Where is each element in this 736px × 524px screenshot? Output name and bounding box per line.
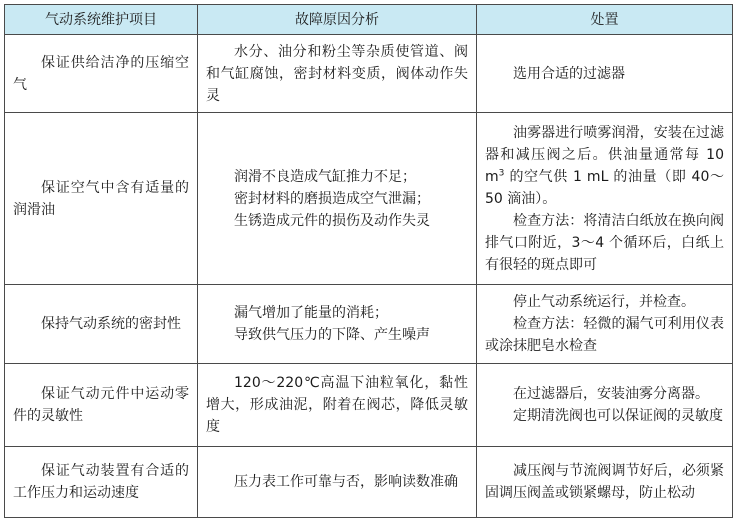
cause-text: 润滑不良造成气缸推力不足； — [234, 168, 416, 185]
header-action: 处置 — [477, 5, 733, 35]
action-cell — [477, 285, 733, 364]
action-cell — [477, 364, 733, 447]
cause-text: 压力表工作可靠与否，影响读数准确 — [234, 474, 458, 490]
action-text: 检查方法：将清洁白纸放在换向阀排气口附近，3～4 个循环后，白纸上有很轻的斑点即可 — [485, 212, 724, 273]
cause-text: 漏气增加了能量的消耗； — [234, 305, 388, 321]
item-cell — [5, 285, 198, 364]
table-row — [5, 113, 733, 285]
action-text: 定期清洗阀也可以保证阀的灵敏度 — [513, 408, 723, 424]
cause-text: 120～220℃高温下油粒氧化，黏性增大，形成油泥，附着在阀芯，降低灵敏度 — [206, 375, 468, 435]
table-row — [5, 447, 733, 518]
action-text: 停止气动系统运行，并检查。 — [513, 294, 695, 310]
item-text: 保持气动系统的密封性 — [41, 316, 181, 332]
maintenance-table — [4, 4, 733, 518]
item-cell — [5, 364, 198, 447]
table-row — [5, 364, 733, 447]
cause-text: 导致供气压力的下降、产生噪声 — [234, 327, 430, 343]
item-cell — [5, 35, 198, 113]
header-cause-analysis: 故障原因分析 — [198, 5, 477, 35]
action-cell — [477, 113, 733, 285]
cause-cell — [198, 285, 477, 364]
item-text: 保证空气中含有适量的润滑油 — [13, 179, 189, 218]
table-row — [5, 35, 733, 113]
item-text: 保证气动装置有合适的工作压力和运动速度 — [13, 463, 189, 501]
item-text: 保证气动元件中运动零件的灵敏性 — [13, 386, 189, 424]
table-header-row — [5, 5, 733, 35]
action-text: 在过滤器后，安装油雾分离器。 — [513, 386, 709, 402]
item-cell — [5, 113, 198, 285]
action-cell — [477, 447, 733, 518]
header-maintenance-item: 气动系统维护项目 — [5, 5, 198, 35]
action-text: 选用合适的过滤器 — [513, 65, 625, 82]
action-cell — [477, 35, 733, 113]
action-text: 减压阀与节流阀调节好后，必须紧固调压阀盖或锁紧螺母，防止松动 — [485, 463, 724, 501]
cause-cell — [198, 447, 477, 518]
item-cell — [5, 447, 198, 518]
cause-cell — [198, 35, 477, 113]
cause-text: 水分、油分和粉尘等杂质使管道、阀和气缸腐蚀，密封材料变质，阀体动作失灵 — [206, 43, 468, 104]
action-text: 检查方法：轻微的漏气可利用仪表或涂抹肥皂水检查 — [485, 316, 724, 354]
cause-cell — [198, 113, 477, 285]
table-row — [5, 285, 733, 364]
cause-cell — [198, 364, 477, 447]
cause-text: 生锈造成元件的损伤及动作失灵 — [234, 212, 430, 229]
item-text: 保证供给洁净的压缩空气 — [13, 54, 189, 93]
cause-text: 密封材料的磨损造成空气泄漏； — [234, 190, 430, 207]
action-text: 油雾器进行喷雾润滑，安装在过滤器和减压阀之后。供油量通常每 10 $m^3$ 的空气供 1 mL 的油量（即 40～50 滴油）。 — [485, 124, 724, 207]
